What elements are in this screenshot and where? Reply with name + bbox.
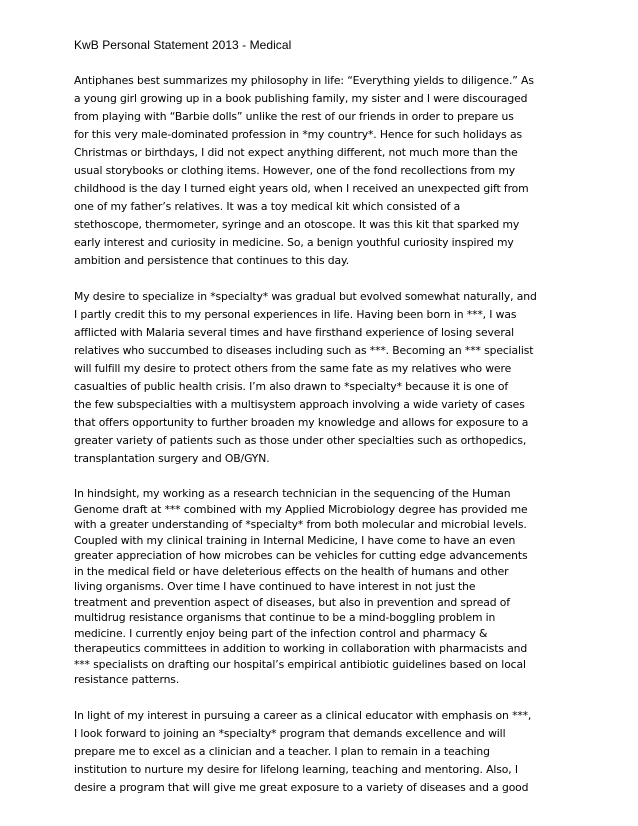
text-line: I look forward to joining an *specialty* program that demands excellence and will bbox=[74, 726, 506, 740]
text-line: *** specialists on drafting our hospital’s empirical antibiotic guidelines based on local bbox=[74, 657, 526, 671]
text-line: multidrug resistance organisms that continue to be a mind-boggling problem in bbox=[74, 611, 496, 624]
text-line: stethoscope, thermometer, syringe and an otoscope. It was this kit that sparked my bbox=[74, 218, 520, 231]
text-line: transplantation surgery and OB/GYN. bbox=[74, 452, 270, 465]
text-line: a young girl growing up in a book publishing family, my sister and I were discouraged bbox=[74, 92, 528, 105]
text-line: medicine. I currently enjoy being part of the infection control and pharmacy & bbox=[74, 626, 488, 640]
paragraph bbox=[74, 288, 574, 468]
paragraph bbox=[74, 486, 574, 688]
text-line: living organisms. Over time I have continued to have interest in not just the bbox=[74, 580, 476, 593]
page-header: KwB Personal Statement 2013 - Medical bbox=[74, 38, 292, 52]
text-line: In hindsight, my working as a research technician in the sequencing of the Human bbox=[74, 487, 511, 500]
text-line: Christmas or birthdays, I did not expect anything different, not much more than the bbox=[74, 146, 518, 159]
text-line: in the medical field or have deleterious effects on the health of humans and other bbox=[74, 564, 509, 578]
document-body bbox=[74, 72, 574, 797]
text-line: institution to nurture my desire for lifelong learning, teaching and mentoring. Also, I bbox=[74, 762, 518, 776]
text-line: usual storybooks or clothing items. However, one of the fond recollections from my bbox=[74, 164, 516, 177]
text-line: ambition and persistence that continues to this day. bbox=[74, 254, 350, 267]
text-line: early interest and curiosity in medicine. So, a benign youthful curiosity inspired my bbox=[74, 236, 514, 249]
text-line: from playing with “Barbie dolls” unlike the rest of our friends in order to prepare us bbox=[74, 110, 514, 123]
text-line: the few subspecialties with a multisystem approach involving a wide variety of cases bbox=[74, 398, 525, 411]
text-line: Antiphanes best summarizes my philosophy in life: “Everything yields to diligence.” As bbox=[74, 74, 534, 87]
text-line: that offers opportunity to further broaden my knowledge and allows for exposure to a bbox=[74, 416, 529, 429]
text-line: Genome draft at *** combined with my Applied Microbiology degree has provided me bbox=[74, 502, 528, 516]
text-line: My desire to specialize in *specialty* was gradual but evolved somewhat naturally, and bbox=[74, 290, 537, 303]
text-line: with a greater understanding of *specialty* from both molecular and microbial levels. bbox=[74, 518, 527, 531]
text-line: In light of my interest in pursuing a career as a clinical educator with emphasis on ***, bbox=[74, 708, 532, 722]
paragraph bbox=[74, 707, 574, 797]
text-line: casualties of public health crisis. I’m also drawn to *specialty* because it is one of bbox=[74, 380, 509, 393]
text-line: greater variety of patients such as those under other specialties such as orthopedics, bbox=[74, 434, 527, 447]
text-line: greater appreciation of how microbes can be vehicles for cutting edge advancements bbox=[74, 549, 528, 562]
text-line: childhood is the day I turned eight years old, when I received an unexpected gift from bbox=[74, 182, 529, 195]
text-line: therapeutics committees in addition to working in collaboration with pharmacists and bbox=[74, 642, 528, 655]
text-line: prepare me to excel as a clinician and a teacher. I plan to remain in a teaching bbox=[74, 744, 490, 758]
paragraph bbox=[74, 72, 574, 270]
text-line: for this very male-dominated profession in *my country*. Hence for such holidays as bbox=[74, 128, 522, 141]
text-line: afflicted with Malaria several times and have firsthand experience of losing several bbox=[74, 326, 515, 339]
text-line: Coupled with my clinical training in Internal Medicine, I have come to have an even bbox=[74, 533, 516, 547]
text-line: desire a program that will give me great exposure to a variety of diseases and a good bbox=[74, 780, 529, 794]
text-line: will fulfill my desire to protect others from the same fate as my relatives who were bbox=[74, 362, 512, 375]
text-line: resistance patterns. bbox=[74, 673, 180, 686]
text-line: treatment and prevention aspect of diseases, but also in prevention and spread of bbox=[74, 595, 510, 609]
text-line: one of my father’s relatives. It was a toy medical kit which consisted of a bbox=[74, 200, 461, 213]
text-line: I partly credit this to my personal experiences in life. Having been born in ***, I was bbox=[74, 308, 517, 321]
text-line: relatives who succumbed to diseases including such as ***. Becoming an *** specialist bbox=[74, 344, 534, 357]
